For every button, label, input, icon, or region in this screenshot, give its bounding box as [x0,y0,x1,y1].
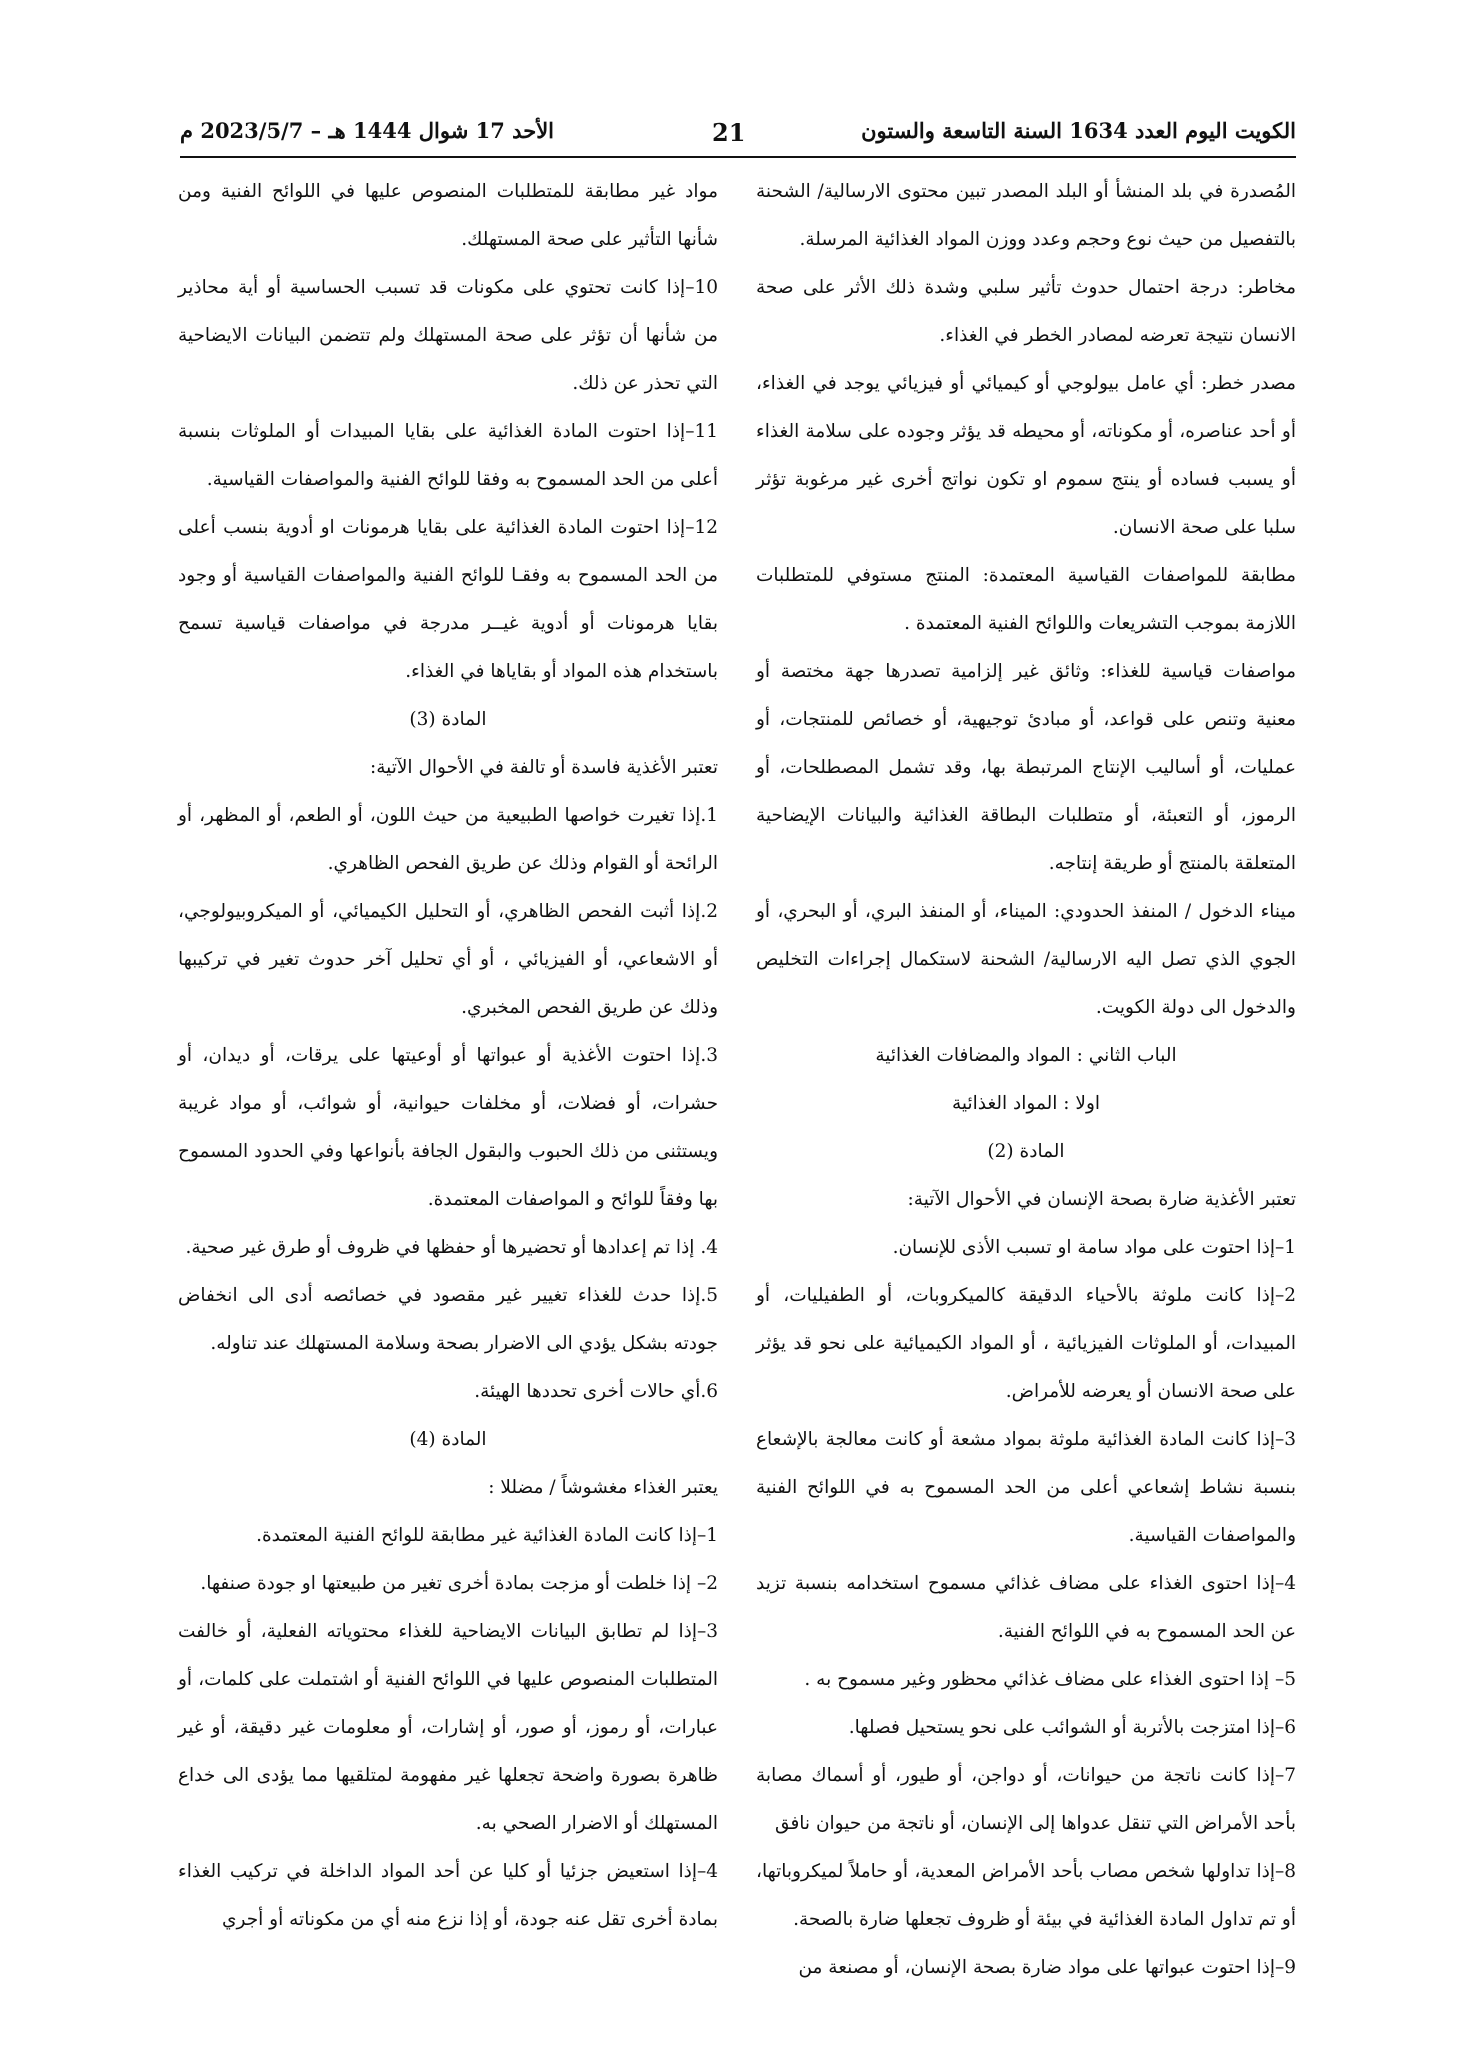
paragraph: يعتبر الغذاء مغشوشاً / مضللا : [488,1477,718,1498]
list-item: 7–إذا كانت ناتجة من حيوانات، أو دواجن، أو طيور، أو أسماك مصابة بأحد الأمراض التي تنقل عدواها إلى الإنسان، أو ناتجة من حيوان نافق [756,1765,1296,1834]
list-item: 3–إذا كانت المادة الغذائية ملوثة بمواد مشعة أو كانت معالجة بالإشعاع بنسبة نشاط إشعاعي أعلى من الحد المسموح به في اللوائح الفنية والمواصفات القياسية. [756,1429,1296,1546]
list-item: 5– إذا احتوى الغذاء على مضاف غذائي محظور وغير مسموح به . [804,1669,1296,1690]
right-column [756,168,1296,1992]
left-column [178,168,718,1944]
list-item: 1–إذا احتوت على مواد سامة او تسبب الأذى للإنسان. [892,1237,1296,1258]
paragraph: مواصفات قياسية للغذاء: وثائق غير إلزامية تصدرها جهة مختصة أو معنية وتنص على قواعد، أو مبادئ توجيهية، أو خصائص للمنتجات، أو عمليات، أو أساليب الإنتاج المرتبطة بها، وقد تشمل المصطلحات، أو الرموز، أو التعبئة، أو متطلبات البطاقة الغذائية والبيانات الإيضاحية المتعلقة بالمنتج أو طريقة إنتاجه. [756,661,1296,874]
list-item: 4–إذا احتوى الغذاء على مضاف غذائي مسموح استخدامه بنسبة تزيد عن الحد المسموح به في اللوائح الفنية. [756,1573,1296,1642]
issue-info: الكويت اليوم العدد 1634 السنة التاسعة والستون [861,118,1296,143]
list-item: 11–إذا احتوت المادة الغذائية على بقايا المبيدات أو الملوثات بنسبة أعلى من الحد المسموح به وفقا للوائح الفنية والمواصفات القياسية. [178,421,718,490]
list-item: 8–إذا تداولها شخص مصاب بأحد الأمراض المعدية، أو حاملاً لميكروباتها، أو تم تداول المادة الغذائية في بيئة أو ظروف تجعلها ضارة بالصحة. [756,1861,1296,1930]
list-item: 6.أي حالات أخرى تحددها الهيئة. [474,1381,718,1402]
article-heading: المادة (4) [409,1429,487,1450]
list-item: 1.إذا تغيرت خواصها الطبيعية من حيث اللون، أو الطعم، أو المظهر، أو الرائحة أو القوام وذلك عن طريق الفحص الظاهري. [178,805,718,874]
paragraph: مصدر خطر: أي عامل بيولوجي أو كيميائي أو فيزيائي يوجد في الغذاء، أو أحد عناصره، أو مكوناته، أو محيطه قد يؤثر وجوده على سلامة الغذاء أو يسبب فساده أو ينتج سموم او تكون نواتج أخرى غير مرغوبة تؤثر سلبا على صحة الانسان. [756,373,1296,538]
list-item: 3.إذا احتوت الأغذية أو عبواتها أو أوعيتها على يرقات، أو ديدان، أو حشرات، أو فضلات، أو مخلفات حيوانية، أو شوائب، أو مواد غريبة ويستثنى من ذلك الحبوب والبقول الجافة بأنواعها وفي الحدود المسموح بها وفقاً للوائح و المواصفات المعتمدة. [178,1045,718,1210]
list-item: 9–إذا احتوت عبواتها على مواد ضارة بصحة الإنسان، أو مصنعة من [798,1957,1296,1978]
list-item: 4–إذا استعيض جزئيا أو كليا عن أحد المواد الداخلة في تركيب الغذاء بمادة أخرى تقل عنه جودة، أو إذا نزع منه أي من مكوناته أو أجري [178,1861,718,1930]
header-rule [180,156,1296,158]
list-item: 2.إذا أثبت الفحص الظاهري، أو التحليل الكيميائي، أو الميكروبيولوجي، أو الاشعاعي، أو الفيزيائي ، أو أي تحليل آخر حدوث تغير في تركيبها وذلك عن طريق الفحص المخبري. [178,901,718,1018]
list-item: 2– إذا خلطت أو مزجت بمادة أخرى تغير من طبيعتها او جودة صنفها. [200,1573,718,1594]
list-item: 5.إذا حدث للغذاء تغيير غير مقصود في خصائصه أدى الى انخفاض جودته بشكل يؤدي الى الاضرار بصحة وسلامة المستهلك عند تناوله. [178,1285,719,1354]
list-item: 4. إذا تم إعدادها أو تحضيرها أو حفظها في ظروف أو طرق غير صحية. [185,1237,718,1258]
paragraph: مواد غير مطابقة للمتطلبات المنصوص عليها في اللوائح الفنية ومن شأنها التأثير على صحة المستهلك. [178,181,718,250]
article-heading: المادة (2) [987,1141,1065,1162]
section-heading: الباب الثاني : المواد والمضافات الغذائية [875,1045,1177,1066]
paragraph: مطابقة للمواصفات القياسية المعتمدة: المنتج مستوفي للمتطلبات اللازمة بموجب التشريعات واللوائح الفنية المعتمدة . [756,565,1296,634]
paragraph: ميناء الدخول / المنفذ الحدودي: الميناء، أو المنفذ البري، أو البحري، أو الجوي الذي تصل اليه الارسالية/ الشحنة لاستكمال إجراءات التخليص والدخول الى دولة الكويت. [756,901,1296,1018]
page-header [180,118,1296,158]
list-item: 10–إذا كانت تحتوي على مكونات قد تسبب الحساسية أو أية محاذير من شأنها أن تؤثر على صحة المستهلك ولم تتضمن البيانات الايضاحية التي تحذر عن ذلك. [178,277,718,394]
list-item: 6–إذا امتزجت بالأتربة أو الشوائب على نحو يستحيل فصلها. [848,1717,1296,1738]
list-item: 12–إذا احتوت المادة الغذائية على بقايا هرمونات او أدوية بنسب أعلى من الحد المسموح به وفقـا للوائح الفنية والمواصفات القياسية أو وجود بقايا هرمونات أو أدوية غيــر مدرجة في مواصفات قياسية تسمح باستخدام هذه المواد أو بقاياها في الغذاء. [178,517,718,682]
article-heading: المادة (3) [409,709,487,730]
list-item: 1–إذا كانت المادة الغذائية غير مطابقة للوائح الفنية المعتمدة. [256,1525,718,1546]
list-item: 2–إذا كانت ملوثة بالأحياء الدقيقة كالميكروبات، أو الطفيليات، أو المبيدات، أو الملوثات الفيزيائية ، أو المواد الكيميائية على نحو قد يؤثر على صحة الانسان أو يعرضه للأمراض. [756,1285,1296,1402]
page-number: 21 [712,118,746,147]
paragraph: المُصدرة في بلد المنشأ أو البلد المصدر تبين محتوى الارسالية/ الشحنة بالتفصيل من حيث نوع وحجم وعدد ووزن المواد الغذائية المرسلة. [756,181,1296,250]
list-item: 3–إذا لم تطابق البيانات الايضاحية للغذاء محتوياته الفعلية، أو خالفت المتطلبات المنصوص عليها في اللوائح الفنية أو اشتملت على كلمات، أو عبارات، أو رموز، أو صور، أو إشارات، أو معلومات غير دقيقة، أو غير ظاهرة بصورة واضحة تجعلها غير مفهومة لمتلقيها مما يؤدى الى خداع المستهلك أو الاضرار الصحي به. [178,1621,718,1834]
section-heading: اولا : المواد الغذائية [951,1093,1101,1114]
paragraph: تعتبر الأغذية ضارة بصحة الإنسان في الأحوال الآتية: [907,1189,1296,1210]
issue-date: الأحد 17 شوال 1444 هـ – 2023/5/7 م [180,118,555,143]
paragraph: تعتبر الأغذية فاسدة أو تالفة في الأحوال الآتية: [369,757,718,778]
paragraph: مخاطر: درجة احتمال حدوث تأثير سلبي وشدة ذلك الأثر على صحة الانسان نتيجة تعرضه لمصادر الخطر في الغذاء. [756,277,1296,346]
